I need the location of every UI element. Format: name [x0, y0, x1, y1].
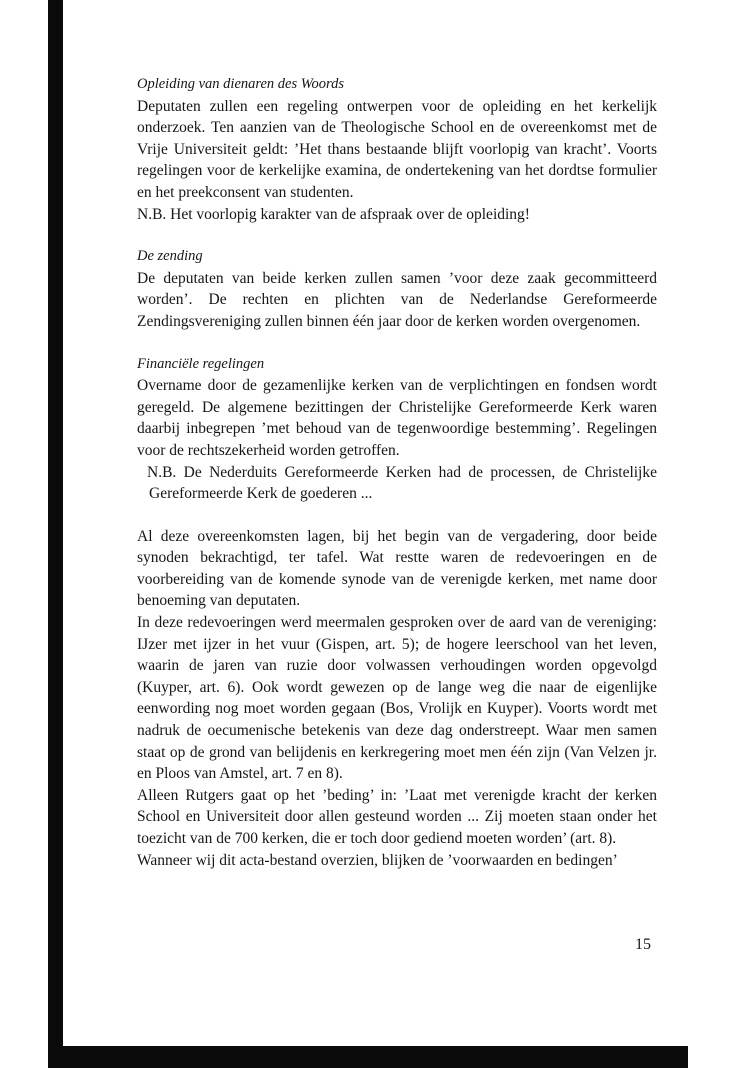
note-financien: N.B. De Nederduits Gereformeerde Kerken had de processen, de Christelijke Gereformeerde Kerk de goederen ...	[147, 463, 657, 503]
paragraph-financien: Overname door de gezamenlijke kerken van de verplichtingen en fondsen wordt geregeld. De algemene bezittingen der Christelijke Gereformeerde Kerk waren daarbij inbegrepen ’met behoud van de tegenwoordige bestemming’. Regelingen voor de rechtszekerheid worden getroffen.	[137, 377, 657, 459]
scan-border-bottom	[48, 1046, 688, 1068]
spacer	[137, 505, 657, 526]
section-heading-financien: Financiële regelingen	[137, 355, 265, 372]
paragraph-zending: De deputaten van beide kerken zullen samen ’voor deze zaak gecommitteerd worden’. De rechten en plichten van de Nederlandse Gereformeerde Zendingsvereniging zullen binnen één jaar door de kerken worden overgenomen.	[137, 269, 657, 330]
section-heading-zending: De zending	[137, 248, 203, 265]
scan-border-left	[48, 0, 63, 1068]
section-heading-opleiding: Opleiding van dienaren des Woords	[137, 76, 345, 92]
page-body	[137, 74, 657, 871]
paragraph-opleiding: Deputaten zullen een regeling ontwerpen voor de opleiding en het kerkelijk onderzoek. Ten aanzien van de Theologische School en de overeenkomst met de Vrije Universiteit geldt: ’Het thans bestaande blijft voorlopig van kracht’. Voorts regelingen voor de kerkelijke examina, de ondertekening van het dordtse formulier en het preekconsent van studenten.	[137, 97, 657, 201]
body-paragraph: In deze redevoeringen werd meermalen gesproken over de aard van de vereniging: IJzer met ijzer in het vuur (Gispen, art. 5); de hogere leerschool van het leven, waarin de jaren van ruzie door volwassen verhoudingen worden opgevolgd (Kuyper, art. 6). Ook wordt gewezen op de lange weg die naar de eigenlijke eenwording nog moet worden gegaan (Bos, Vrolijk en Kuyper). Voorts wordt met nadruk de oecumenische betekenis van deze dag onderstreept. Waar men samen staat op de grond van belijdenis en kerkregering moet men één zijn (Van Velzen jr. en Ploos van Amstel, art. 7 en 8).	[137, 614, 657, 783]
body-paragraph-last: Wanneer wij dit acta-bestand overzien, blijken de ’voorwaarden en bedingen’	[137, 851, 618, 869]
body-paragraph: Alleen Rutgers gaat op het ’beding’ in: ’Laat met verenigde kracht der kerken School en Universiteit door allen gesteund worden ... Zij moeten staan onder het toezicht van de 700 kerken, die er toch door gediend moeten worden’ (art. 8).	[137, 786, 657, 847]
body-paragraph: Al deze overeenkomsten lagen, bij het begin van de vergadering, door beide synoden bekrachtigd, ter tafel. Wat restte waren de redevoeringen en de voorbereiding van de komende synode van de verenigde kerken, met name door benoeming van deputaten.	[137, 527, 657, 610]
note-opleiding: N.B. Het voorlopig karakter van de afspraak over de opleiding!	[137, 205, 530, 223]
spacer	[137, 333, 657, 354]
spacer	[137, 225, 657, 246]
page-number: 15	[635, 936, 651, 953]
